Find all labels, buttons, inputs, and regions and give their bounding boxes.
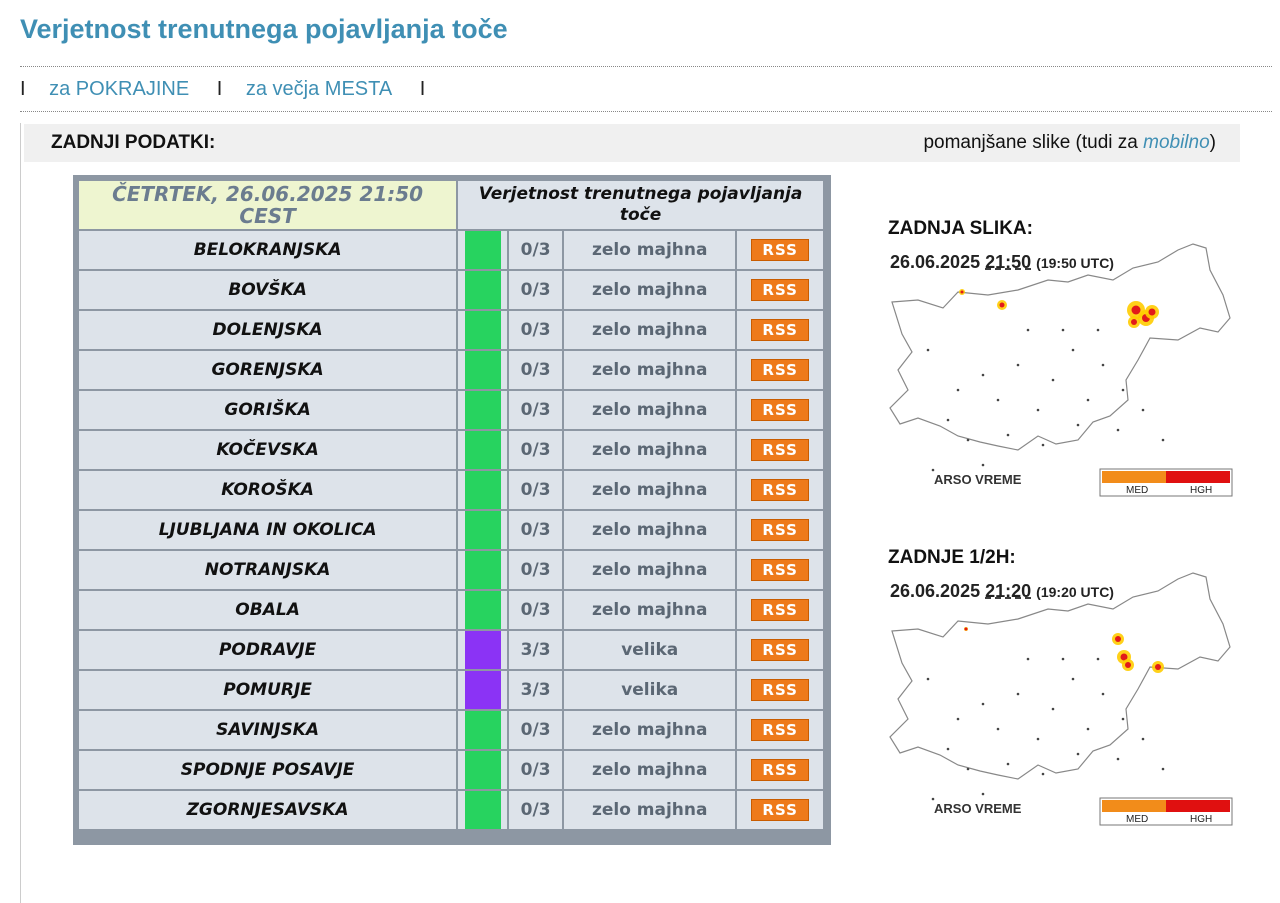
hail-core xyxy=(961,291,964,294)
rss-cell xyxy=(737,271,823,309)
rss-button[interactable]: RSS xyxy=(751,399,808,421)
level-indicator xyxy=(458,431,507,469)
nav-separator: I xyxy=(419,78,426,100)
station-dot xyxy=(982,374,985,377)
page-title: Verjetnost trenutnega pojavljanja toče xyxy=(20,14,508,44)
station-dot xyxy=(997,399,1000,402)
last-half-hour-heading: ZADNJE 1/2H: xyxy=(888,547,1016,568)
region-name: GORENJSKA xyxy=(79,351,456,389)
slovenia-outline-map xyxy=(888,240,1234,502)
table-row xyxy=(79,511,823,549)
station-dot xyxy=(1162,439,1165,442)
level-indicator xyxy=(458,231,507,269)
hail-table-frame xyxy=(73,175,831,845)
table-row xyxy=(79,711,823,749)
rss-cell xyxy=(737,711,823,749)
station-dot xyxy=(1087,399,1090,402)
map-time: 21:20 xyxy=(985,581,1032,601)
rss-button[interactable]: RSS xyxy=(751,319,808,341)
rss-button[interactable]: RSS xyxy=(751,279,808,301)
date-line: ČETRTEK, 26.06.2025 21:50 xyxy=(112,182,424,206)
table-row xyxy=(79,431,823,469)
level-indicator xyxy=(458,271,507,309)
table-date xyxy=(79,181,456,229)
section-label: ZADNJI PODATKI: xyxy=(51,132,216,153)
small-images-note xyxy=(923,132,1216,154)
station-dot xyxy=(947,748,950,751)
rss-button[interactable]: RSS xyxy=(751,759,808,781)
probability-value: 0/3 xyxy=(509,551,562,589)
probability-description: zelo majhna xyxy=(564,791,735,829)
level-swatch xyxy=(465,431,501,469)
level-indicator xyxy=(458,391,507,429)
station-dot xyxy=(1122,718,1125,721)
probability-description: zelo majhna xyxy=(564,351,735,389)
level-swatch xyxy=(465,631,501,669)
probability-description: zelo majhna xyxy=(564,551,735,589)
station-dot xyxy=(997,728,1000,731)
nav-separator: I xyxy=(20,78,26,100)
station-dot xyxy=(957,389,960,392)
rss-button[interactable]: RSS xyxy=(751,439,808,461)
level-indicator xyxy=(458,311,507,349)
probability-value: 3/3 xyxy=(509,631,562,669)
hail-core xyxy=(1115,636,1121,642)
table-row xyxy=(79,671,823,709)
station-dot xyxy=(1042,444,1045,447)
table-row xyxy=(79,791,823,829)
station-dot xyxy=(1042,773,1045,776)
rss-button[interactable]: RSS xyxy=(751,719,808,741)
probability-description: zelo majhna xyxy=(564,511,735,549)
rss-cell xyxy=(737,511,823,549)
probability-value: 0/3 xyxy=(509,511,562,549)
station-dot xyxy=(1097,329,1100,332)
rss-button[interactable]: RSS xyxy=(751,519,808,541)
station-dot xyxy=(1142,409,1145,412)
table-row xyxy=(79,591,823,629)
rss-button[interactable]: RSS xyxy=(751,239,808,261)
station-dot xyxy=(1072,349,1075,352)
rss-cell xyxy=(737,311,823,349)
rss-button[interactable]: RSS xyxy=(751,799,808,821)
level-indicator xyxy=(458,751,507,789)
rss-cell xyxy=(737,551,823,589)
rss-cell xyxy=(737,391,823,429)
probability-description: zelo majhna xyxy=(564,231,735,269)
station-dot xyxy=(982,703,985,706)
table-row xyxy=(79,311,823,349)
region-name: NOTRANJSKA xyxy=(79,551,456,589)
probability-description: zelo majhna xyxy=(564,431,735,469)
rss-button[interactable]: RSS xyxy=(751,679,808,701)
probability-value: 0/3 xyxy=(509,591,562,629)
latest-image-heading: ZADNJA SLIKA: xyxy=(888,218,1033,239)
station-dot xyxy=(1142,738,1145,741)
arso-brand: ARSO VREME xyxy=(934,472,1022,487)
station-dot xyxy=(967,439,970,442)
region-name: KOČEVSKA xyxy=(79,431,456,469)
region-name: ZGORNJESAVSKA xyxy=(79,791,456,829)
map-utc: (19:50 UTC) xyxy=(1036,255,1114,271)
rss-button[interactable]: RSS xyxy=(751,359,808,381)
legend-high-swatch xyxy=(1166,800,1230,812)
hail-core xyxy=(965,628,968,631)
small-images-text: pomanjšane slike (tudi za xyxy=(923,132,1144,153)
station-dot xyxy=(947,419,950,422)
level-indicator xyxy=(458,551,507,589)
level-swatch xyxy=(465,551,501,589)
table-row xyxy=(79,271,823,309)
map-date: 26.06.2025 xyxy=(890,252,981,272)
rss-cell xyxy=(737,751,823,789)
station-dot xyxy=(932,798,935,801)
station-dot xyxy=(1027,658,1030,661)
level-swatch xyxy=(465,791,501,829)
half-hour-hail-map[interactable] xyxy=(888,569,1234,831)
hail-core xyxy=(1131,319,1137,325)
station-dot xyxy=(1037,738,1040,741)
station-dot xyxy=(1162,768,1165,771)
region-name: SPODNJE POSAVJE xyxy=(79,751,456,789)
level-swatch xyxy=(465,271,501,309)
rss-button[interactable]: RSS xyxy=(751,599,808,621)
region-name: POMURJE xyxy=(79,671,456,709)
map-timestamp xyxy=(890,581,1114,602)
rss-cell xyxy=(737,631,823,669)
probability-description: zelo majhna xyxy=(564,471,735,509)
nav-link-cities[interactable]: za večja MESTA xyxy=(245,78,393,100)
rss-cell xyxy=(737,231,823,269)
map-time: 21:50 xyxy=(985,252,1032,272)
section-header xyxy=(24,124,1240,162)
rss-button[interactable]: RSS xyxy=(751,479,808,501)
level-swatch xyxy=(465,311,501,349)
level-indicator xyxy=(458,591,507,629)
legend-high-label: HGH xyxy=(1190,814,1213,825)
table-row xyxy=(79,751,823,789)
station-dot xyxy=(1017,364,1020,367)
legend-med-swatch xyxy=(1102,471,1166,483)
legend-high-swatch xyxy=(1166,471,1230,483)
station-dot xyxy=(957,718,960,721)
level-swatch xyxy=(465,511,501,549)
probability-value: 0/3 xyxy=(509,711,562,749)
hail-core xyxy=(1149,309,1156,316)
map-timestamp xyxy=(890,252,1114,273)
station-dot xyxy=(982,793,985,796)
probability-value: 0/3 xyxy=(509,391,562,429)
station-dot xyxy=(1077,424,1080,427)
station-dot xyxy=(1122,389,1125,392)
level-indicator xyxy=(458,471,507,509)
level-swatch xyxy=(465,671,501,709)
station-dot xyxy=(932,469,935,472)
table-body xyxy=(79,231,823,829)
rss-button[interactable]: RSS xyxy=(751,639,808,661)
station-dot xyxy=(1102,364,1105,367)
mobile-link[interactable]: mobilno xyxy=(1143,132,1210,153)
header-line: Verjetnost trenutnega pojavljanja xyxy=(478,184,803,204)
station-dot xyxy=(1062,329,1065,332)
region-name: GORIŠKA xyxy=(79,391,456,429)
station-dot xyxy=(927,678,930,681)
legend-med-label: MED xyxy=(1126,485,1149,496)
nav-separator: I xyxy=(216,78,223,100)
level-swatch xyxy=(465,391,501,429)
probability-description: zelo majhna xyxy=(564,751,735,789)
hail-core xyxy=(1125,662,1131,668)
level-indicator xyxy=(458,511,507,549)
country-border xyxy=(890,573,1230,779)
table-row xyxy=(79,351,823,389)
probability-description: zelo majhna xyxy=(564,591,735,629)
region-name: LJUBLJANA IN OKOLICA xyxy=(79,511,456,549)
small-images-suffix: ) xyxy=(1209,132,1216,153)
rss-cell xyxy=(737,591,823,629)
probability-description: zelo majhna xyxy=(564,711,735,749)
station-dot xyxy=(1052,379,1055,382)
rss-cell xyxy=(737,431,823,469)
station-dot xyxy=(1072,678,1075,681)
level-swatch xyxy=(465,711,501,749)
level-swatch xyxy=(465,751,501,789)
region-name: OBALA xyxy=(79,591,456,629)
station-dot xyxy=(1087,728,1090,731)
map-utc: (19:20 UTC) xyxy=(1036,584,1114,600)
station-dot xyxy=(967,768,970,771)
station-dot xyxy=(927,349,930,352)
region-name: PODRAVJE xyxy=(79,631,456,669)
legend-med-swatch xyxy=(1102,800,1166,812)
probability-value: 0/3 xyxy=(509,751,562,789)
region-name: KOROŠKA xyxy=(79,471,456,509)
timezone-line: CEST xyxy=(239,204,296,228)
station-dot xyxy=(1117,429,1120,432)
region-name: BELOKRANJSKA xyxy=(79,231,456,269)
level-swatch xyxy=(465,351,501,389)
probability-description: zelo majhna xyxy=(564,391,735,429)
level-swatch xyxy=(465,471,501,509)
probability-description: zelo majhna xyxy=(564,311,735,349)
rss-cell xyxy=(737,791,823,829)
station-dot xyxy=(1077,753,1080,756)
slovenia-outline-map xyxy=(888,569,1234,831)
hail-core xyxy=(1132,306,1141,315)
table-row xyxy=(79,631,823,669)
level-swatch xyxy=(465,591,501,629)
station-dot xyxy=(982,464,985,467)
level-indicator xyxy=(458,351,507,389)
hail-probability-table xyxy=(77,179,825,831)
probability-value: 0/3 xyxy=(509,471,562,509)
country-border xyxy=(890,244,1230,450)
hail-core xyxy=(1000,303,1005,308)
station-dot xyxy=(1117,758,1120,761)
table-row xyxy=(79,391,823,429)
region-name: BOVŠKA xyxy=(79,271,456,309)
station-dot xyxy=(1097,658,1100,661)
table-row xyxy=(79,471,823,509)
probability-value: 0/3 xyxy=(509,431,562,469)
station-dot xyxy=(1102,693,1105,696)
divider xyxy=(20,111,1272,112)
nav-link-provinces[interactable]: za POKRAJINE xyxy=(49,78,190,100)
probability-value: 0/3 xyxy=(509,271,562,309)
level-indicator xyxy=(458,711,507,749)
legend-med-label: MED xyxy=(1126,814,1149,825)
legend-high-label: HGH xyxy=(1190,485,1213,496)
rss-cell xyxy=(737,671,823,709)
region-name: DOLENJSKA xyxy=(79,311,456,349)
station-dot xyxy=(1062,658,1065,661)
header-line: toče xyxy=(619,205,662,225)
station-dot xyxy=(1052,708,1055,711)
map-date: 26.06.2025 xyxy=(890,581,981,601)
probability-value: 0/3 xyxy=(509,351,562,389)
rss-button[interactable]: RSS xyxy=(751,559,808,581)
region-name: SAVINJSKA xyxy=(79,711,456,749)
station-dot xyxy=(1037,409,1040,412)
level-indicator xyxy=(458,671,507,709)
probability-description: velika xyxy=(564,631,735,669)
table-row xyxy=(79,231,823,269)
divider xyxy=(20,66,1272,67)
station-dot xyxy=(1017,693,1020,696)
station-dot xyxy=(1007,434,1010,437)
probability-value: 0/3 xyxy=(509,231,562,269)
level-swatch xyxy=(465,231,501,269)
probability-description: velika xyxy=(564,671,735,709)
table-row xyxy=(79,551,823,589)
probability-description: zelo majhna xyxy=(564,271,735,309)
probability-value: 0/3 xyxy=(509,791,562,829)
probability-value: 0/3 xyxy=(509,311,562,349)
probability-value: 3/3 xyxy=(509,671,562,709)
station-dot xyxy=(1027,329,1030,332)
level-indicator xyxy=(458,631,507,669)
rss-cell xyxy=(737,471,823,509)
table-header xyxy=(458,181,823,229)
rss-cell xyxy=(737,351,823,389)
station-dot xyxy=(1007,763,1010,766)
region-nav xyxy=(20,78,443,101)
latest-hail-map[interactable] xyxy=(888,240,1234,502)
hail-core xyxy=(1155,664,1161,670)
arso-brand: ARSO VREME xyxy=(934,801,1022,816)
level-indicator xyxy=(458,791,507,829)
